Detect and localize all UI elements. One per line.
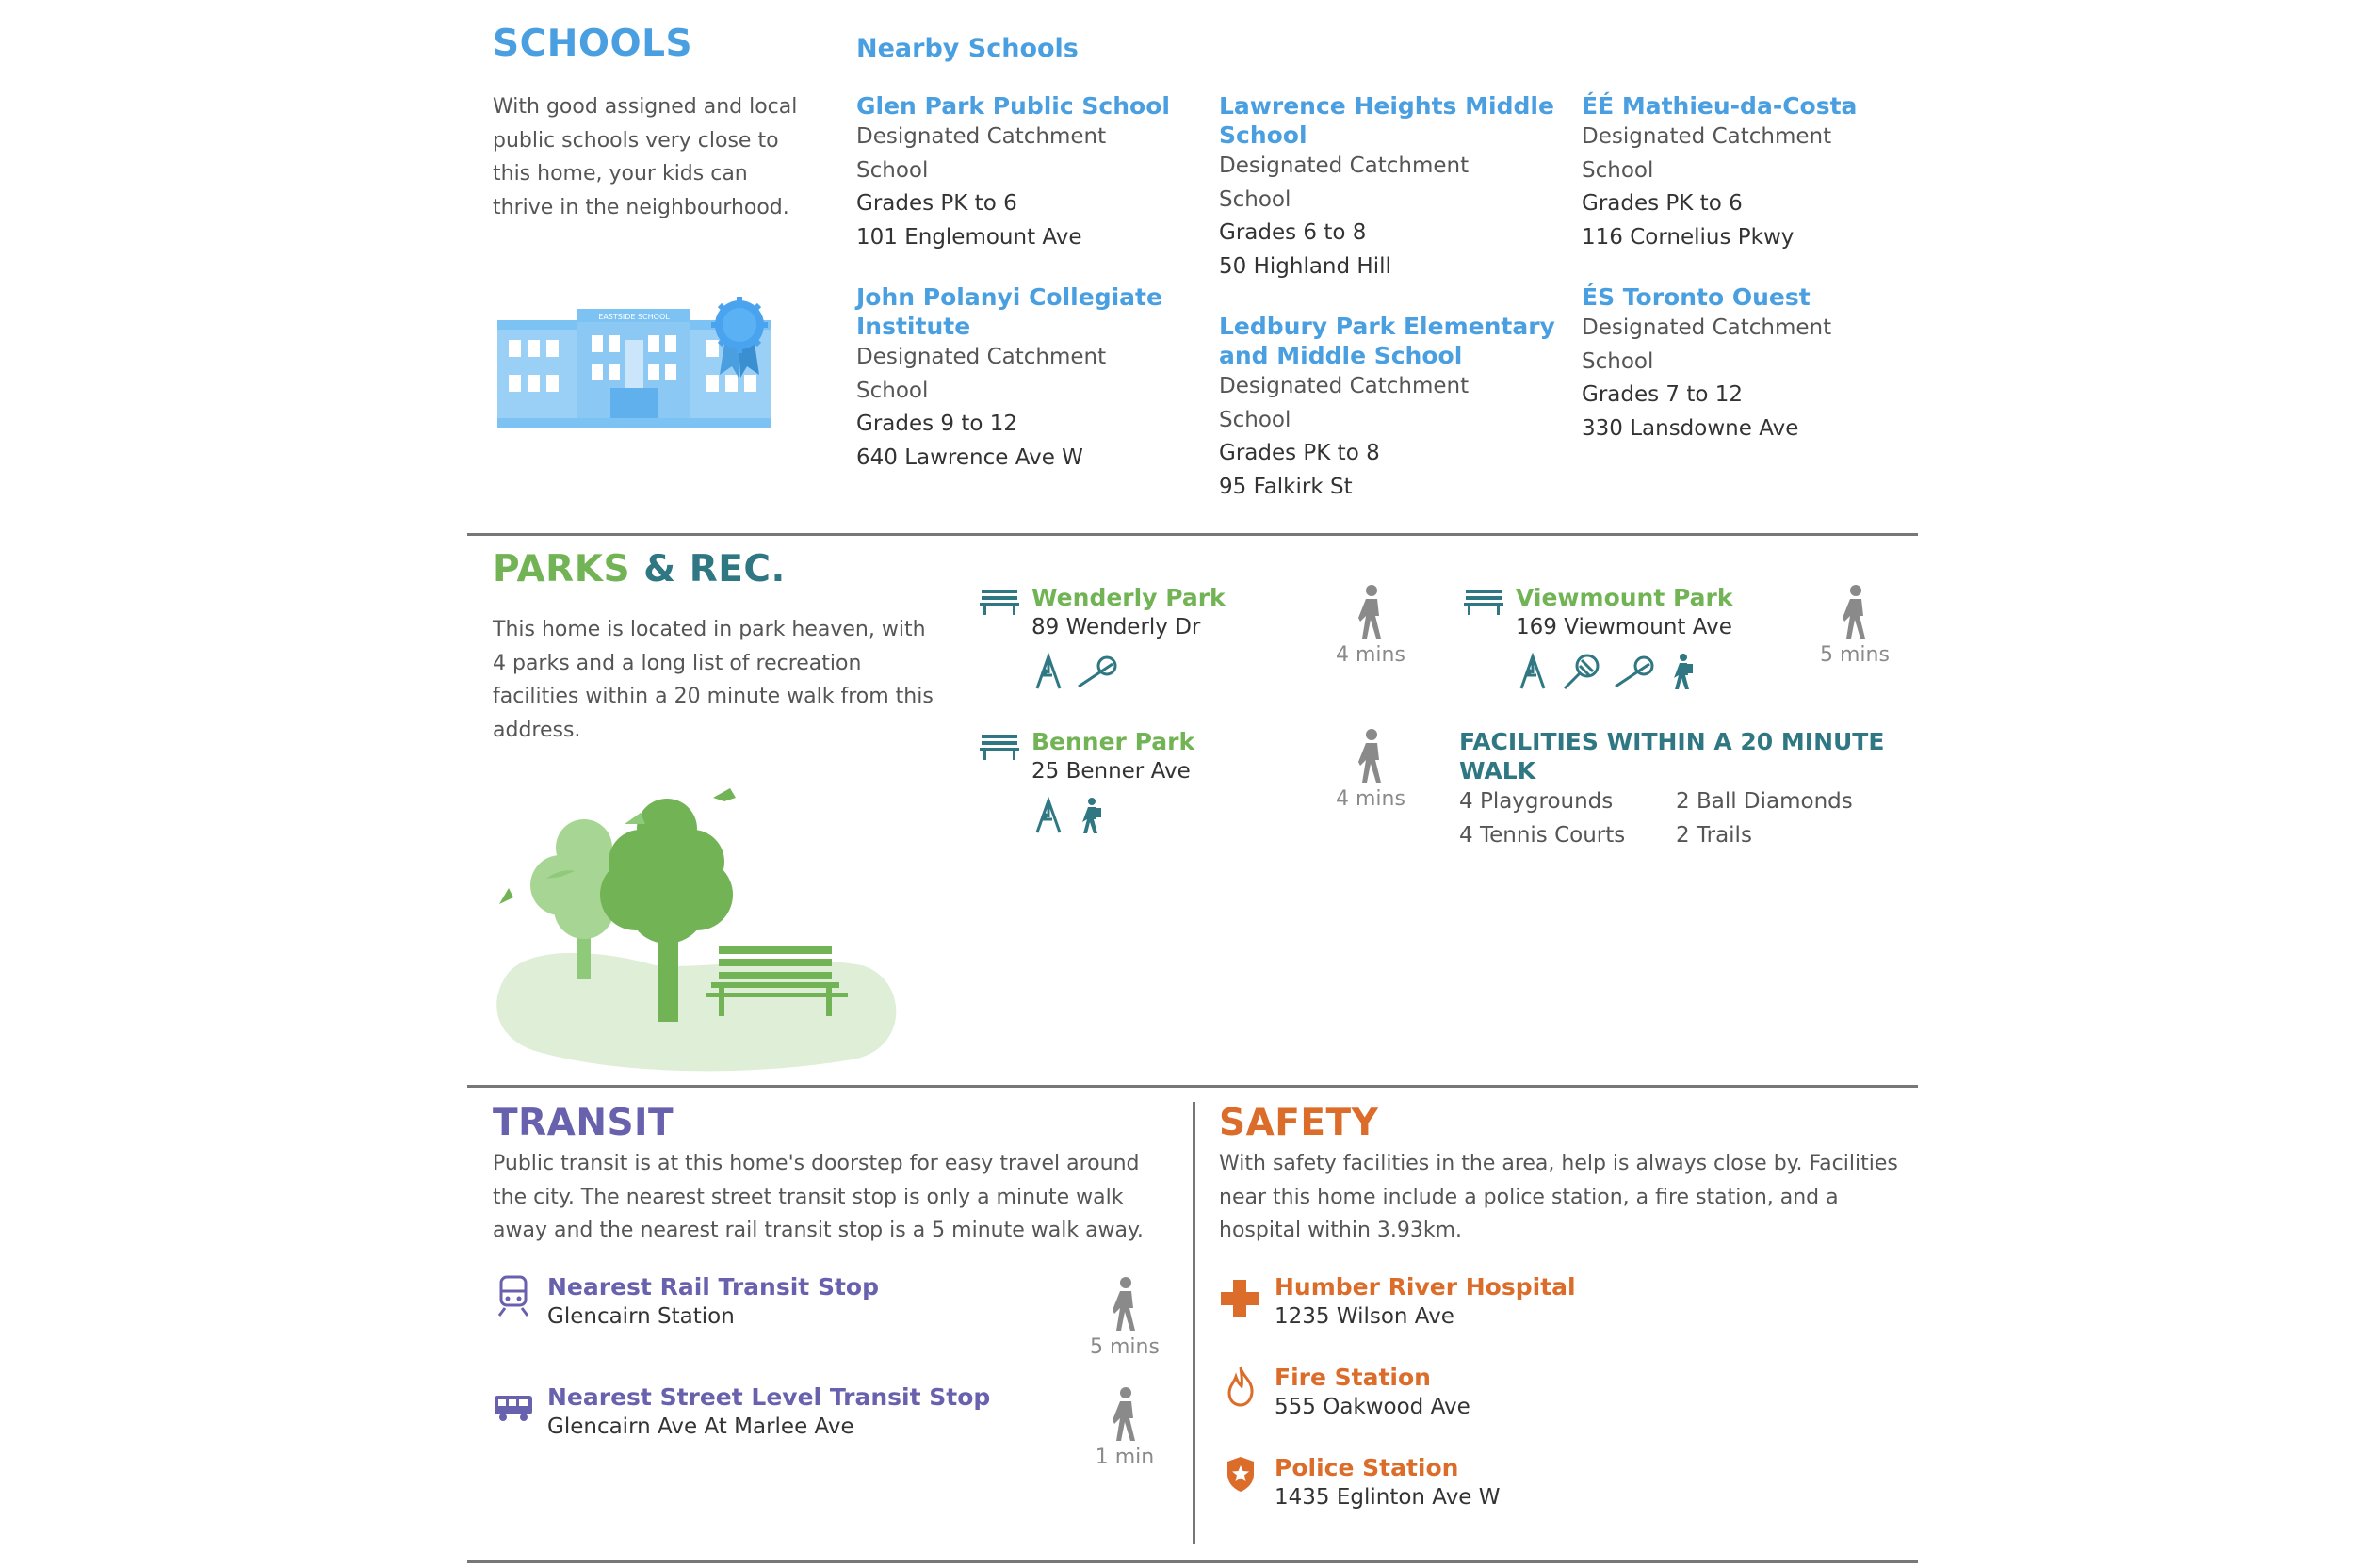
school-type: Designated Catchment School [1219,154,1470,212]
school-grades: Grades 7 to 12 [1582,382,1744,407]
school-grades: Grades PK to 6 [1582,191,1743,216]
award-ribbon-icon [706,295,772,380]
walk-time: 5 mins [1820,643,1890,667]
school-name[interactable]: Lawrence Heights Middle School [1219,92,1554,149]
school-address: 50 Highland Hill [1219,253,1391,279]
park-name[interactable]: Benner Park [1031,728,1195,755]
walking-person-icon [1837,584,1875,640]
transit-stop [547,1272,879,1333]
bus-icon [493,1394,534,1422]
transit-stop-label[interactable]: Nearest Rail Transit Stop [547,1273,879,1301]
school-card [856,283,1167,475]
transit-title: TRANSIT [493,1102,674,1144]
school-address: 640 Lawrence Ave W [856,445,1083,470]
bench-icon [980,733,1019,761]
section-divider [467,1560,1918,1563]
safety-facility-label[interactable]: Fire Station [1275,1364,1431,1391]
walking-person-icon [1107,1276,1145,1333]
nearby-schools-heading: Nearby Schools [856,34,1079,63]
school-card [856,91,1214,254]
section-divider [467,533,1918,536]
ball-diamond-icon [1077,653,1120,690]
school-type: Designated Catchment School [856,124,1107,183]
facility-count: 2 Trails [1676,823,1752,848]
school-type: Designated Catchment School [1219,374,1470,432]
school-card [1219,312,1558,504]
safety-facility-label[interactable]: Police Station [1275,1454,1459,1481]
facility-count: 4 Tennis Courts [1459,823,1626,848]
transit-stop-label[interactable]: Nearest Street Level Transit Stop [547,1383,991,1411]
safety-facility [1275,1453,1501,1513]
section-divider [467,1085,1918,1088]
column-divider [1193,1102,1195,1544]
park-name[interactable]: Viewmount Park [1516,584,1733,611]
bench-icon [1464,588,1503,616]
safety-facility-address: 1435 Eglinton Ave W [1275,1485,1501,1510]
facility-count: 4 Playgrounds [1459,789,1614,814]
trail-icon [1077,797,1105,834]
school-name[interactable]: John Polanyi Collegiate Institute [856,283,1162,340]
walking-person-icon [1353,584,1390,640]
parks-title-a: PARKS [493,548,631,590]
school-address: 116 Cornelius Pkwy [1582,224,1795,250]
parks-description: This home is located in park heaven, with 4 parks and a long list of recreation facilities within a 20 minute walk from this address. [493,618,934,742]
police-badge-icon [1225,1455,1257,1493]
schools-description: With good assigned and local public schools very close to this home, your kids can thrive in the neighbourhood. [493,95,798,219]
ball-diamond-icon [1614,653,1657,690]
transit-stop-name: Glencairn Ave At Marlee Ave [547,1414,854,1439]
trail-icon [1668,653,1697,690]
transit-stop-name: Glencairn Station [547,1304,735,1329]
school-card [1582,283,1921,445]
park-name[interactable]: Wenderly Park [1031,584,1226,611]
school-grades: Grades PK to 8 [1219,441,1380,465]
school-name[interactable]: ÉÉ Mathieu-da-Costa [1582,92,1858,120]
park-address: 25 Benner Ave [1031,759,1191,784]
safety-facility [1275,1363,1470,1423]
hospital-cross-icon [1219,1278,1260,1319]
school-grades: Grades 9 to 12 [856,412,1018,436]
park-card [1031,583,1226,690]
school-type: Designated Catchment School [1582,315,1832,374]
school-grades: Grades 6 to 8 [1219,220,1367,245]
facilities-title: FACILITIES WITHIN A 20 MINUTE WALK [1459,728,1885,784]
school-type: Designated Catchment School [1582,124,1832,183]
park-card [1031,727,1194,834]
walk-time: 5 mins [1090,1335,1160,1359]
park-address: 89 Wenderly Dr [1031,615,1201,639]
schools-title: SCHOOLS [493,23,693,65]
school-type: Designated Catchment School [856,345,1107,403]
transit-stop [547,1382,990,1443]
school-card [1582,91,1921,254]
bench-icon [980,588,1019,616]
school-name[interactable]: ÉS Toronto Ouest [1582,283,1811,311]
train-icon [497,1274,529,1317]
school-sign: EASTSIDE SCHOOL [598,313,670,321]
flame-icon [1226,1366,1255,1407]
safety-facility-address: 555 Oakwood Ave [1275,1395,1470,1419]
safety-title: SAFETY [1219,1102,1379,1144]
transit-description: Public transit is at this home's doorstep for easy travel around the city. The nearest street transit stop is only a minute walk away and the nearest rail transit stop is a 5 minute walk away. [493,1152,1144,1242]
school-address: 101 Englemount Ave [856,224,1082,250]
walk-time: 4 mins [1336,643,1405,667]
school-address: 95 Falkirk St [1219,474,1353,499]
school-name[interactable]: Glen Park Public School [856,92,1170,120]
facility-count: 2 Ball Diamonds [1676,789,1853,814]
school-name[interactable]: Ledbury Park Elementary and Middle School [1219,313,1555,369]
safety-facility [1275,1272,1576,1333]
playground-icon [1516,653,1550,690]
walking-person-icon [1353,728,1390,784]
walk-time: 1 min [1095,1446,1155,1469]
school-grades: Grades PK to 6 [856,191,1017,216]
safety-facility-address: 1235 Wilson Ave [1275,1304,1454,1329]
parks-title [493,548,786,590]
park-card [1516,583,1732,690]
school-card [1219,91,1558,283]
playground-icon [1031,797,1065,834]
playground-icon [1031,653,1065,690]
park-illustration [495,777,909,1078]
safety-facility-label[interactable]: Humber River Hospital [1275,1273,1576,1301]
walk-time: 4 mins [1336,787,1405,811]
walking-person-icon [1107,1386,1145,1443]
park-address: 169 Viewmount Ave [1516,615,1732,639]
parks-title-b: & REC. [643,548,786,590]
safety-description: With safety facilities in the area, help is always close by. Facilities near this home include a police station, a fire station, and a hospital within 3.93km. [1219,1152,1898,1242]
school-address: 330 Lansdowne Ave [1582,415,1799,441]
tennis-icon [1561,653,1602,690]
